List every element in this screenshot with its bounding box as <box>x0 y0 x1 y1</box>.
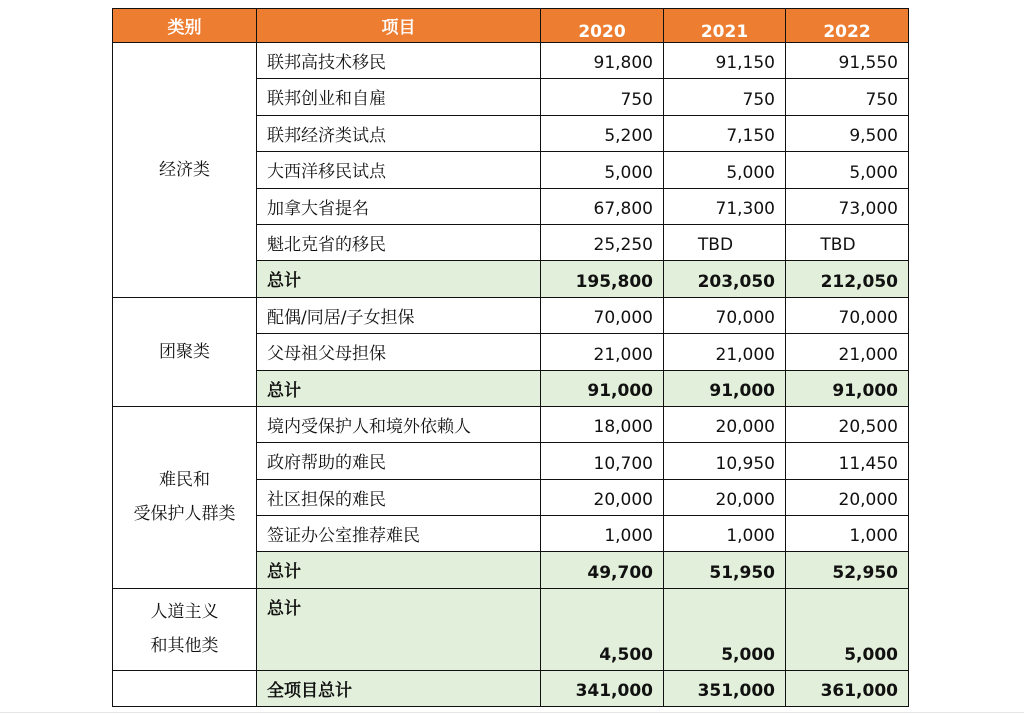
value-cell: 750 <box>541 79 664 115</box>
subtotal-value: 49,700 <box>541 552 664 588</box>
subtotal-value: 212,050 <box>786 261 909 297</box>
value-cell: 21,000 <box>541 334 664 370</box>
category-label-line1: 人道主义 <box>150 602 219 623</box>
item-cell: 配偶/同居/子女担保 <box>257 297 541 333</box>
value-cell: 20,000 <box>541 479 664 515</box>
subtotal-value: 195,800 <box>541 261 664 297</box>
value-cell: 5,000 <box>541 152 664 188</box>
grand-total-value: 361,000 <box>786 670 909 706</box>
subtotal-value: 91,000 <box>786 370 909 406</box>
value-cell: 70,000 <box>786 297 909 333</box>
grand-total-row <box>113 670 909 706</box>
table-row <box>113 406 909 442</box>
item-cell: 境内受保护人和境外依赖人 <box>257 406 541 442</box>
value-cell: 70,000 <box>664 297 786 333</box>
item-cell: 魁北克省的移民 <box>257 224 541 260</box>
category-cell-economic <box>113 43 257 298</box>
immigration-levels-table <box>112 8 909 707</box>
value-cell: 1,000 <box>541 516 664 552</box>
header-year-2020: 2020 <box>541 9 664 43</box>
subtotal-value: 51,950 <box>664 552 786 588</box>
subtotal-row <box>113 588 909 670</box>
item-cell: 社区担保的难民 <box>257 479 541 515</box>
value-cell: 750 <box>786 79 909 115</box>
category-label-line1: 难民和 <box>159 470 210 491</box>
grand-total-value: 351,000 <box>664 670 786 706</box>
value-cell: 20,500 <box>786 406 909 442</box>
header-year-2022: 2022 <box>786 9 909 43</box>
value-cell: 18,000 <box>541 406 664 442</box>
subtotal-value: 203,050 <box>664 261 786 297</box>
value-cell: 20,000 <box>786 479 909 515</box>
item-cell: 大西洋移民试点 <box>257 152 541 188</box>
header-row <box>113 9 909 43</box>
value-cell: 5,200 <box>541 115 664 151</box>
category-label-line2: 受保护人群类 <box>133 504 236 525</box>
subtotal-value: 4,500 <box>541 588 664 670</box>
item-cell: 联邦经济类试点 <box>257 115 541 151</box>
value-cell: 10,950 <box>664 443 786 479</box>
value-cell: 67,800 <box>541 188 664 224</box>
value-cell: 5,000 <box>786 152 909 188</box>
item-cell: 加拿大省提名 <box>257 188 541 224</box>
subtotal-value: 52,950 <box>786 552 909 588</box>
header-category: 类别 <box>113 9 257 43</box>
table-row <box>113 297 909 333</box>
subtotal-value: 91,000 <box>664 370 786 406</box>
value-cell: 91,800 <box>541 43 664 79</box>
value-cell: 1,000 <box>786 516 909 552</box>
bottom-divider <box>0 712 1024 713</box>
value-cell: 9,500 <box>786 115 909 151</box>
value-cell: 70,000 <box>541 297 664 333</box>
value-cell: 91,150 <box>664 43 786 79</box>
item-cell: 联邦创业和自雇 <box>257 79 541 115</box>
value-cell: 21,000 <box>786 334 909 370</box>
value-cell: 5,000 <box>664 152 786 188</box>
grand-total-value: 341,000 <box>541 670 664 706</box>
value-cell: 20,000 <box>664 406 786 442</box>
header-year-2021: 2021 <box>664 9 786 43</box>
value-cell-tbd: TBD <box>786 224 909 260</box>
subtotal-label: 总计 <box>257 261 541 297</box>
category-label-line2: 和其他类 <box>150 636 219 657</box>
grand-total-category-empty <box>113 670 257 706</box>
value-cell: 71,300 <box>664 188 786 224</box>
item-cell: 父母祖父母担保 <box>257 334 541 370</box>
subtotal-value: 5,000 <box>664 588 786 670</box>
value-cell: 73,000 <box>786 188 909 224</box>
item-cell: 联邦高技术移民 <box>257 43 541 79</box>
category-label: 经济类 <box>159 159 210 180</box>
value-cell: 91,550 <box>786 43 909 79</box>
value-cell-tbd: TBD <box>664 224 786 260</box>
category-cell-family <box>113 297 257 406</box>
value-cell: 21,000 <box>664 334 786 370</box>
value-cell: 11,450 <box>786 443 909 479</box>
value-cell: 25,250 <box>541 224 664 260</box>
subtotal-label: 总计 <box>257 370 541 406</box>
value-cell: 20,000 <box>664 479 786 515</box>
category-label: 团聚类 <box>159 341 210 362</box>
value-cell: 750 <box>664 79 786 115</box>
item-cell: 签证办公室推荐难民 <box>257 516 541 552</box>
category-cell-humanitarian <box>113 588 257 670</box>
table-row <box>113 43 909 79</box>
value-cell: 10,700 <box>541 443 664 479</box>
value-cell: 1,000 <box>664 516 786 552</box>
header-item: 项目 <box>257 9 541 43</box>
subtotal-value: 5,000 <box>786 588 909 670</box>
subtotal-label: 总计 <box>257 588 541 670</box>
grand-total-label: 全项目总计 <box>257 670 541 706</box>
subtotal-value: 91,000 <box>541 370 664 406</box>
value-cell: 7,150 <box>664 115 786 151</box>
category-cell-refugee <box>113 406 257 588</box>
item-cell: 政府帮助的难民 <box>257 443 541 479</box>
subtotal-label: 总计 <box>257 552 541 588</box>
